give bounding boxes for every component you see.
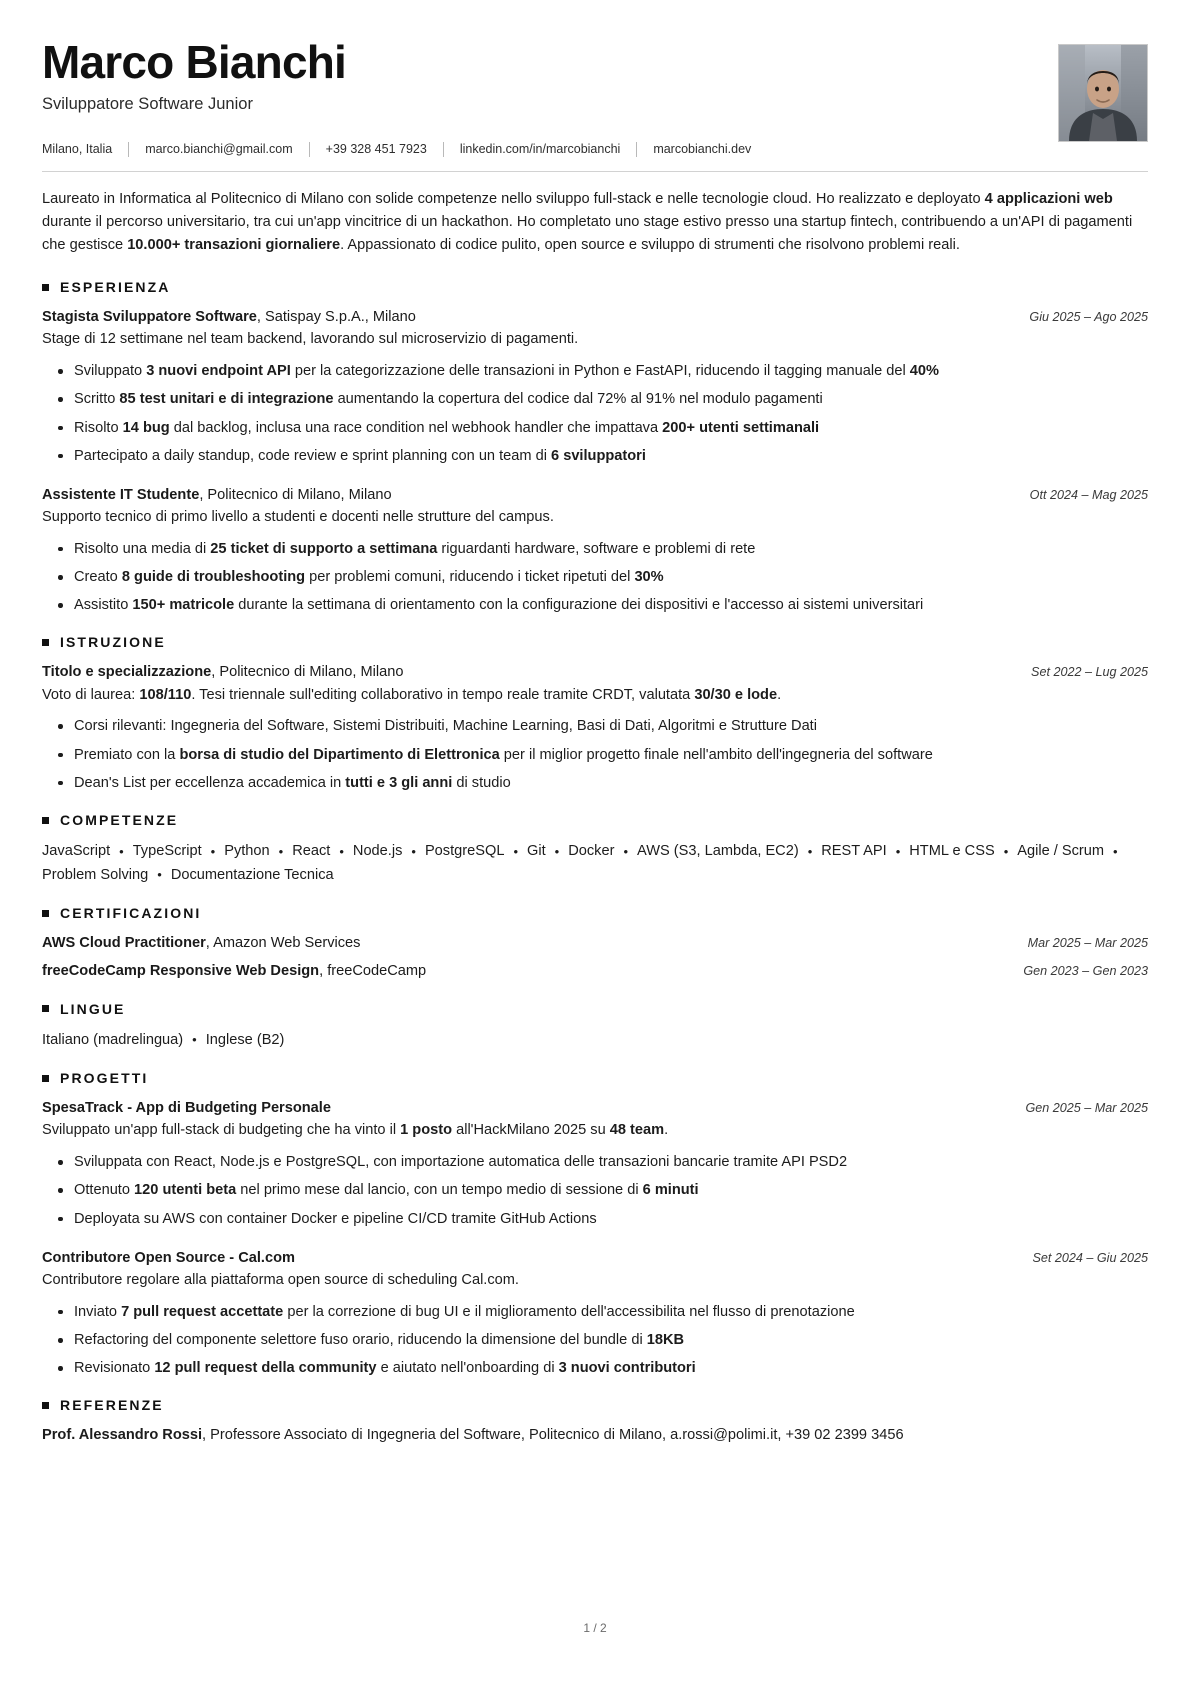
section-heading-label: PROGETTI [60,1070,149,1087]
entry-header [42,485,1148,506]
body-text: Risolto [74,419,123,436]
inline-list-item: Inglese (B2) [205,1031,285,1048]
inline-list-item: React [292,843,331,859]
body-text: Scritto [74,391,120,408]
emphasis-text: 85 test unitari e di integrazione [119,391,334,408]
square-bullet-icon [42,1075,49,1082]
emphasis-text: 18KB [646,1332,685,1349]
page-title: Marco Bianchi [42,36,347,88]
body-text: Premiato con la [74,746,180,763]
emphasis-text: 40% [909,363,940,380]
section-experience [42,279,1148,616]
body-text: Dean's List per eccellenza accademica in [74,774,346,791]
dot-separator-icon: • [210,843,216,859]
education-entry-list [42,662,1148,794]
body-text: Corsi rilevanti: Ingegneria del Software, Sistemi Distribuiti, Machine Learning, Basi di Dati, Algoritmi e Strutture Dati [74,718,817,735]
entry-header [42,662,1148,683]
section-languages [42,1001,1148,1053]
entry-bullet-list [42,715,1148,794]
section-heading-skills [42,812,1148,828]
body-text: Sviluppata con React, Node.js e PostgreSQL, con importazione automatica delle transazioni bancarie tramite API PSD2 [74,1154,848,1171]
certification-row [42,961,1148,982]
languages-list [42,1029,1148,1053]
body-text: Contributore regolare alla piattaforma open source di scheduling Cal.com. [42,1271,519,1288]
inline-list-item: Documentazione Tecnica [170,866,334,883]
inline-list-item: Node.js [352,843,403,859]
emphasis-text: 30/30 e lode [694,686,778,703]
contact-divider [443,142,444,157]
body-text: di studio [452,774,511,791]
certification-issuer: , Amazon Web Services [205,935,361,952]
body-text: dal backlog, inclusa una race condition nel webhook handler che impattava [169,419,663,436]
section-heading-label: COMPETENZE [60,812,179,828]
resume-entry [42,485,1148,617]
emphasis-text: 1 posto [400,1122,453,1139]
entry-description [42,1270,1148,1292]
body-text: Sviluppato [74,363,147,380]
avatar [1058,44,1148,142]
contact-phone[interactable]: +39 328 451 7923 [325,142,427,156]
entry-bullet-list [42,1301,1148,1380]
header-text-block [42,38,1058,135]
list-item [72,744,1148,766]
entry-bullet-list [42,360,1148,467]
emphasis-text: 12 pull request della community [154,1360,377,1377]
certification-issuer: , freeCodeCamp [319,963,427,980]
body-text: , Professore Associato di Ingegneria del Software, Politecnico di Milano, a.rossi@polimi.it, +39 02 2399 3456 [202,1427,904,1444]
emphasis-text: 4 applicazioni web [984,191,1113,207]
inline-list-item: PostgreSQL [424,843,505,859]
list-item [72,1329,1148,1351]
emphasis-text: 10.000+ transazioni giornaliere [127,237,341,254]
body-text: Supporto tecnico di primo livello a studenti e docenti nelle strutture del campus. [42,509,554,526]
emphasis-text: 7 pull request accettate [121,1303,284,1320]
section-heading-education [42,634,1148,650]
body-text: Revisionato [74,1360,155,1377]
body-text: Sviluppato un'app full-stack di budgeting che ha vinto il [42,1122,401,1139]
certification-name [42,961,426,982]
certification-row [42,933,1148,954]
body-text: Creato [74,569,122,586]
inline-list-item: Python [224,843,270,859]
entry-description [42,685,1148,707]
entry-date-range: Set 2022 – Lug 2025 [1031,665,1148,680]
list-item [72,417,1148,439]
section-heading-label: CERTIFICAZIONI [60,905,202,922]
body-text: . Appassionato di codice pulito, open source e sviluppo di strumenti che risolvono problemi reali. [340,237,960,254]
skills-list [42,840,1148,887]
contact-divider [128,142,129,157]
square-bullet-icon [42,1005,49,1012]
entry-title [42,307,1011,328]
inline-list-item: HTML e CSS [909,843,995,859]
list-item [72,445,1148,467]
emphasis-text: 3 nuovi endpoint API [146,363,291,380]
inline-list-item: REST API [821,843,887,859]
contact-website[interactable]: marcobianchi.dev [653,142,752,156]
section-heading-label: REFERENZE [60,1397,164,1414]
emphasis-text: 30% [634,569,664,586]
body-text: e aiutato nell'onboarding di [376,1360,559,1377]
dot-separator-icon: • [119,843,124,859]
body-text: Ottenuto [74,1182,135,1199]
body-text: riguardanti hardware, software e problemi di rete [437,540,756,557]
certification-title: AWS Cloud Practitioner [42,935,206,952]
section-heading-references [42,1397,1148,1413]
dot-separator-icon: • [895,843,901,859]
list-item [72,1357,1148,1379]
resume-entry [42,1098,1148,1230]
entry-title [42,662,1013,683]
contact-divider [309,142,310,157]
body-text: Stage di 12 settimane nel team backend, lavorando sul microservizio di pagamenti. [42,331,579,348]
dot-separator-icon: • [278,843,284,859]
inline-list-item: Agile / Scrum [1017,843,1105,859]
list-item [72,1151,1148,1173]
inline-list-item: Git [527,843,546,859]
certification-date-range: Gen 2023 – Gen 2023 [1023,964,1148,979]
emphasis-text: 108/110 [139,686,192,703]
body-text: all'HackMilano 2025 su [452,1122,610,1139]
body-text: Deployata su AWS con container Docker e pipeline CI/CD tramite GitHub Actions [74,1210,597,1227]
entry-organization: , Politecnico di Milano, Milano [199,486,392,503]
body-text: aumentando la copertura del codice dal 72% al 91% nel modulo pagamenti [333,391,823,408]
body-text: durante la settimana di orientamento con la configurazione dei dispositivi e l'accesso ai sistemi universitari [234,597,924,614]
body-text: per la correzione di bug UI e il miglioramento dell'accessibilita nel flusso di prenotazione [283,1303,855,1320]
dot-separator-icon: • [554,843,560,859]
contact-email[interactable]: marco.bianchi@gmail.com [145,142,293,156]
emphasis-text: Prof. Alessandro Rossi [42,1427,203,1444]
section-projects [42,1070,1148,1379]
entry-role: Contributore Open Source - Cal.com [42,1249,295,1266]
emphasis-text: 6 minuti [642,1182,699,1199]
entry-role: Titolo e specializzazione [42,664,212,681]
emphasis-text: 6 sviluppatori [551,447,646,464]
list-item [72,538,1148,560]
emphasis-text: 3 nuovi contributori [558,1360,696,1377]
contact-location: Milano, Italia [42,142,113,156]
emphasis-text: borsa di studio del Dipartimento di Elettronica [179,746,500,763]
entry-header [42,307,1148,328]
section-education [42,634,1148,794]
square-bullet-icon [42,817,49,824]
body-text: per problemi comuni, riducendo i ticket ripetuti del [305,569,635,586]
list-item [72,1208,1148,1230]
certification-date-range: Mar 2025 – Mar 2025 [1027,936,1148,951]
section-heading-languages [42,1001,1148,1017]
inline-list-item: AWS (S3, Lambda, EC2) [637,843,799,859]
section-heading-label: ISTRUZIONE [60,634,166,651]
entry-bullet-list [42,538,1148,617]
list-item [72,1179,1148,1201]
emphasis-text: 8 guide di troubleshooting [121,569,306,586]
emphasis-text: 14 bug [122,419,170,436]
list-item [72,388,1148,410]
list-item [72,594,1148,616]
entry-date-range: Giu 2025 – Ago 2025 [1029,310,1148,325]
dot-separator-icon: • [192,1032,197,1048]
section-heading-certifications [42,905,1148,921]
resume-header [42,38,1148,142]
page-indicator: 1 / 2 [583,1621,607,1635]
section-heading-label: ESPERIENZA [60,279,171,296]
body-text: . Tesi triennale sull'editing collaborativo in tempo reale tramite CRDT, valutata [191,686,695,703]
entry-bullet-list [42,1151,1148,1230]
body-text: Refactoring del componente selettore fuso orario, riducendo la dimensione del bundle di [74,1332,647,1349]
body-text: Risolto una media di [74,540,211,557]
body-text: Voto di laurea: [42,686,140,703]
entry-description [42,329,1148,351]
section-heading-experience [42,279,1148,295]
entry-organization: , Satispay S.p.A., Milano [256,309,416,326]
dot-separator-icon: • [411,843,416,859]
square-bullet-icon [42,284,49,291]
list-item [72,566,1148,588]
inline-list-item: JavaScript [42,843,111,859]
certification-title: freeCodeCamp Responsive Web Design [42,963,320,980]
inline-list-item: Problem Solving [42,866,149,883]
summary-paragraph [42,188,1148,257]
entry-role: SpesaTrack - App di Budgeting Personale [42,1100,331,1117]
contact-divider [636,142,637,157]
entry-organization: , Politecnico di Milano, Milano [211,664,404,681]
dot-separator-icon: • [157,867,162,883]
section-skills [42,812,1148,887]
square-bullet-icon [42,639,49,646]
entry-role: Assistente IT Studente [42,486,200,503]
body-text: Inviato [74,1303,122,1320]
list-item [72,360,1148,382]
entry-role: Stagista Sviluppatore Software [42,309,257,326]
project-entry-list [42,1098,1148,1379]
dot-separator-icon: • [1003,843,1009,859]
inline-list-item: Italiano (madrelingua) [42,1031,184,1048]
reference-item [42,1425,1148,1447]
list-item [72,772,1148,794]
entry-date-range: Ott 2024 – Mag 2025 [1029,487,1148,502]
resume-entry [42,662,1148,794]
entry-date-range: Set 2024 – Giu 2025 [1032,1250,1148,1265]
body-text: Laureato in Informatica al Politecnico di Milano con solide competenze nello sviluppo full-stack e nelle tecnologie cloud. Ho realizzato e deployato [42,191,985,207]
section-references [42,1397,1148,1447]
contact-bar [42,142,1148,157]
body-text: per la categorizzazione delle transazioni in Python e FastAPI, riducendo il tagging manuale del [290,363,910,380]
dot-separator-icon: • [807,843,813,859]
entry-description [42,1120,1148,1142]
page-footer [0,1621,1190,1635]
dot-separator-icon: • [623,843,629,859]
entry-title [42,1248,1014,1269]
contact-linkedin[interactable]: linkedin.com/in/marcobianchi [459,142,621,156]
square-bullet-icon [42,910,49,917]
emphasis-text: 120 utenti beta [134,1182,237,1199]
certification-list [42,933,1148,982]
section-heading-label: LINGUE [60,1000,126,1017]
dot-separator-icon: • [1113,843,1118,859]
experience-entry-list [42,307,1148,616]
job-headline: Sviluppatore Software Junior [42,94,253,113]
dot-separator-icon: • [339,843,344,859]
section-certifications [42,905,1148,982]
body-text: per il miglior progetto finale nell'ambito dell'ingegneria del software [499,746,933,763]
body-text: durante il percorso universitario, tra cui un'app vincitrice di un hackathon. Ho completato uno stage estivo presso una startup fintech, contribuendo a un'API di pagamenti che gestisce [42,214,1133,254]
emphasis-text: 150+ matricole [132,597,235,614]
emphasis-text: tutti e 3 gli anni [345,774,453,791]
emphasis-text: 25 ticket di supporto a settimana [210,540,438,557]
entry-description [42,507,1148,529]
body-text: . [664,1122,669,1139]
emphasis-text: 200+ utenti settimanali [662,419,820,436]
body-text: . [777,686,782,703]
inline-list-item: TypeScript [132,843,202,859]
entry-title [42,485,1012,506]
emphasis-text: 48 team [609,1122,665,1139]
body-text: Assistito [74,597,133,614]
body-text: nel primo mese dal lancio, con un tempo medio di sessione di [236,1182,643,1199]
certification-name [42,933,360,954]
square-bullet-icon [42,1402,49,1409]
dot-separator-icon: • [513,843,519,859]
entry-title [42,1098,1007,1119]
list-item [72,1301,1148,1323]
resume-entry [42,307,1148,467]
reference-list [42,1425,1148,1447]
list-item [72,715,1148,737]
header-divider [42,171,1148,172]
body-text: Partecipato a daily standup, code review e sprint planning con un team di [74,447,552,464]
entry-header [42,1098,1148,1119]
entry-header [42,1248,1148,1269]
entry-date-range: Gen 2025 – Mar 2025 [1025,1101,1148,1116]
resume-entry [42,1248,1148,1380]
inline-list-item: Docker [568,843,615,859]
section-heading-projects [42,1070,1148,1086]
